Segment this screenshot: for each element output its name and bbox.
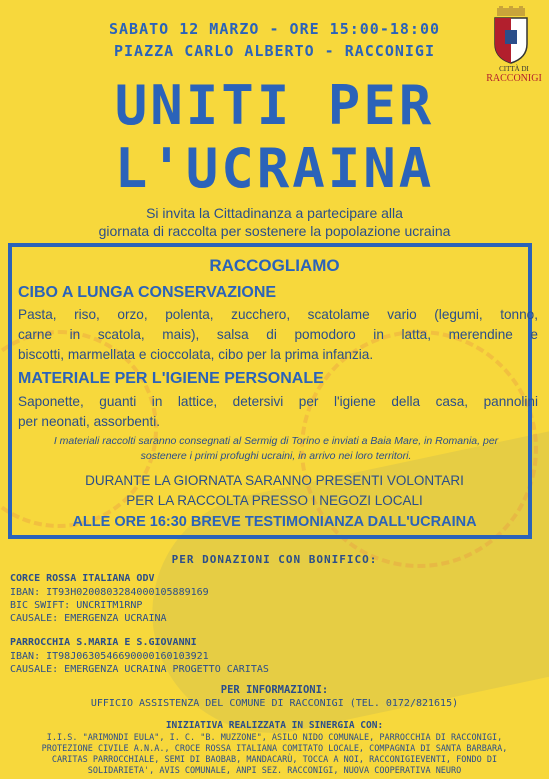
partners-line: PROTEZIONE CIVILE A.N.A., CROCE ROSSA ITALIANA COMITATO LOCALE, COMPAGNIA DI SANTA BARBARA, — [41, 744, 508, 754]
volunteers-line: DURANTE LA GIORNATA SARANNO PRESENTI VOLONTARI — [85, 473, 464, 488]
main-title-line2: L'UCRAINA — [114, 137, 435, 200]
food-line: biscotti, marmellata e cioccolata, cibo per la prima infanzia. — [18, 347, 374, 362]
note-line: sostenere i primi profughi ucraini, in arrivo nei loro territori. — [140, 450, 412, 462]
parish-name: PARROCCHIA S.MARIA E S.GIOVANNI — [10, 637, 197, 648]
info-line: UFFICIO ASSISTENZA DEL COMUNE DI RACCONIGI (TEL. 0172/821615) — [90, 698, 459, 709]
info-title: PER INFORMAZIONI: — [220, 684, 329, 696]
cri-iban: IBAN: IT93H0200803284000105889169 — [10, 587, 209, 598]
partners-line: I.I.S. "ARIMONDI EULA", I. C. "B. MUZZONE", ASILO NIDO COMUNALE, PARROCCHIA DI RACCONIGI, — [46, 733, 503, 743]
hygiene-line: per neonati, assorbenti. — [18, 414, 161, 429]
event-place-line: PIAZZA CARLO ALBERTO - RACCONIGI — [114, 42, 435, 60]
food-line: carne in scatola, mais), salsa di pomodoro in latta, merendine e — [18, 327, 538, 342]
event-date-line: SABATO 12 MARZO - ORE 15:00-18:00 — [108, 20, 440, 38]
food-line: Pasta, riso, orzo, polenta, zucchero, scatolame vario (legumi, tonno, — [18, 307, 538, 322]
donations-title: PER DONAZIONI CON BONIFICO: — [171, 553, 378, 566]
partners-title: INIZIATIVA REALIZZATA IN SINERGIA CON: — [165, 720, 384, 731]
cri-causale: CAUSALE: EMERGENZA UCRAINA — [10, 613, 167, 624]
note-line: I materiali raccolti saranno consegnati al Sermig di Torino e inviati a Baia Mare, in Romania, per — [53, 435, 499, 447]
parish-iban: IBAN: IT98J0630546690000160103921 — [10, 651, 209, 662]
testimony-line: ALLE ORE 16:30 BREVE TESTIMONIANZA DALL'UCRAINA — [72, 514, 477, 530]
intro-line: giornata di raccolta per sostenere la popolazione ucraina — [98, 223, 451, 239]
volunteers-line: PER LA RACCOLTA PRESSO I NEGOZI LOCALI — [126, 493, 423, 508]
delivery-note — [16, 434, 536, 464]
intro-text — [0, 204, 549, 240]
partners-line: SOLIDARIETA', AVIS COMUNALE, ANPI SEZ. RACCONIGI, NUOVA COOPERATIVA NEURO — [87, 766, 462, 776]
collection-heading: RACCOGLIAMO — [209, 256, 340, 275]
intro-line: Si invita la Cittadinanza a partecipare alla — [146, 205, 403, 221]
cri-name: CORCE ROSSA ITALIANA ODV — [10, 573, 155, 584]
parish-causale: CAUSALE: EMERGENZA UCRAINA PROGETTO CARITAS — [10, 664, 269, 675]
hygiene-heading: MATERIALE PER L'IGIENE PERSONALE — [18, 370, 324, 387]
main-title-line1: UNITI PER — [114, 74, 435, 137]
crest-label-top: CITTÀ DI — [499, 65, 529, 73]
hygiene-line: Saponette, guanti in lattice, detersivi per l'igiene della casa, pannolini — [18, 394, 538, 409]
city-crest-icon — [491, 6, 531, 64]
partners-line: CARITAS PARROCCHIALE, SEMI DI BAOBAB, MANDACARÙ, TOCCA A NOI, RACCONIGIEVENTI, FONDO DI — [51, 755, 498, 765]
food-heading: CIBO A LUNGA CONSERVAZIONE — [18, 284, 277, 301]
crest-label-name: RACCONIGI — [486, 73, 542, 84]
cri-bic: BIC SWIFT: UNCRITM1RNP — [10, 600, 143, 611]
